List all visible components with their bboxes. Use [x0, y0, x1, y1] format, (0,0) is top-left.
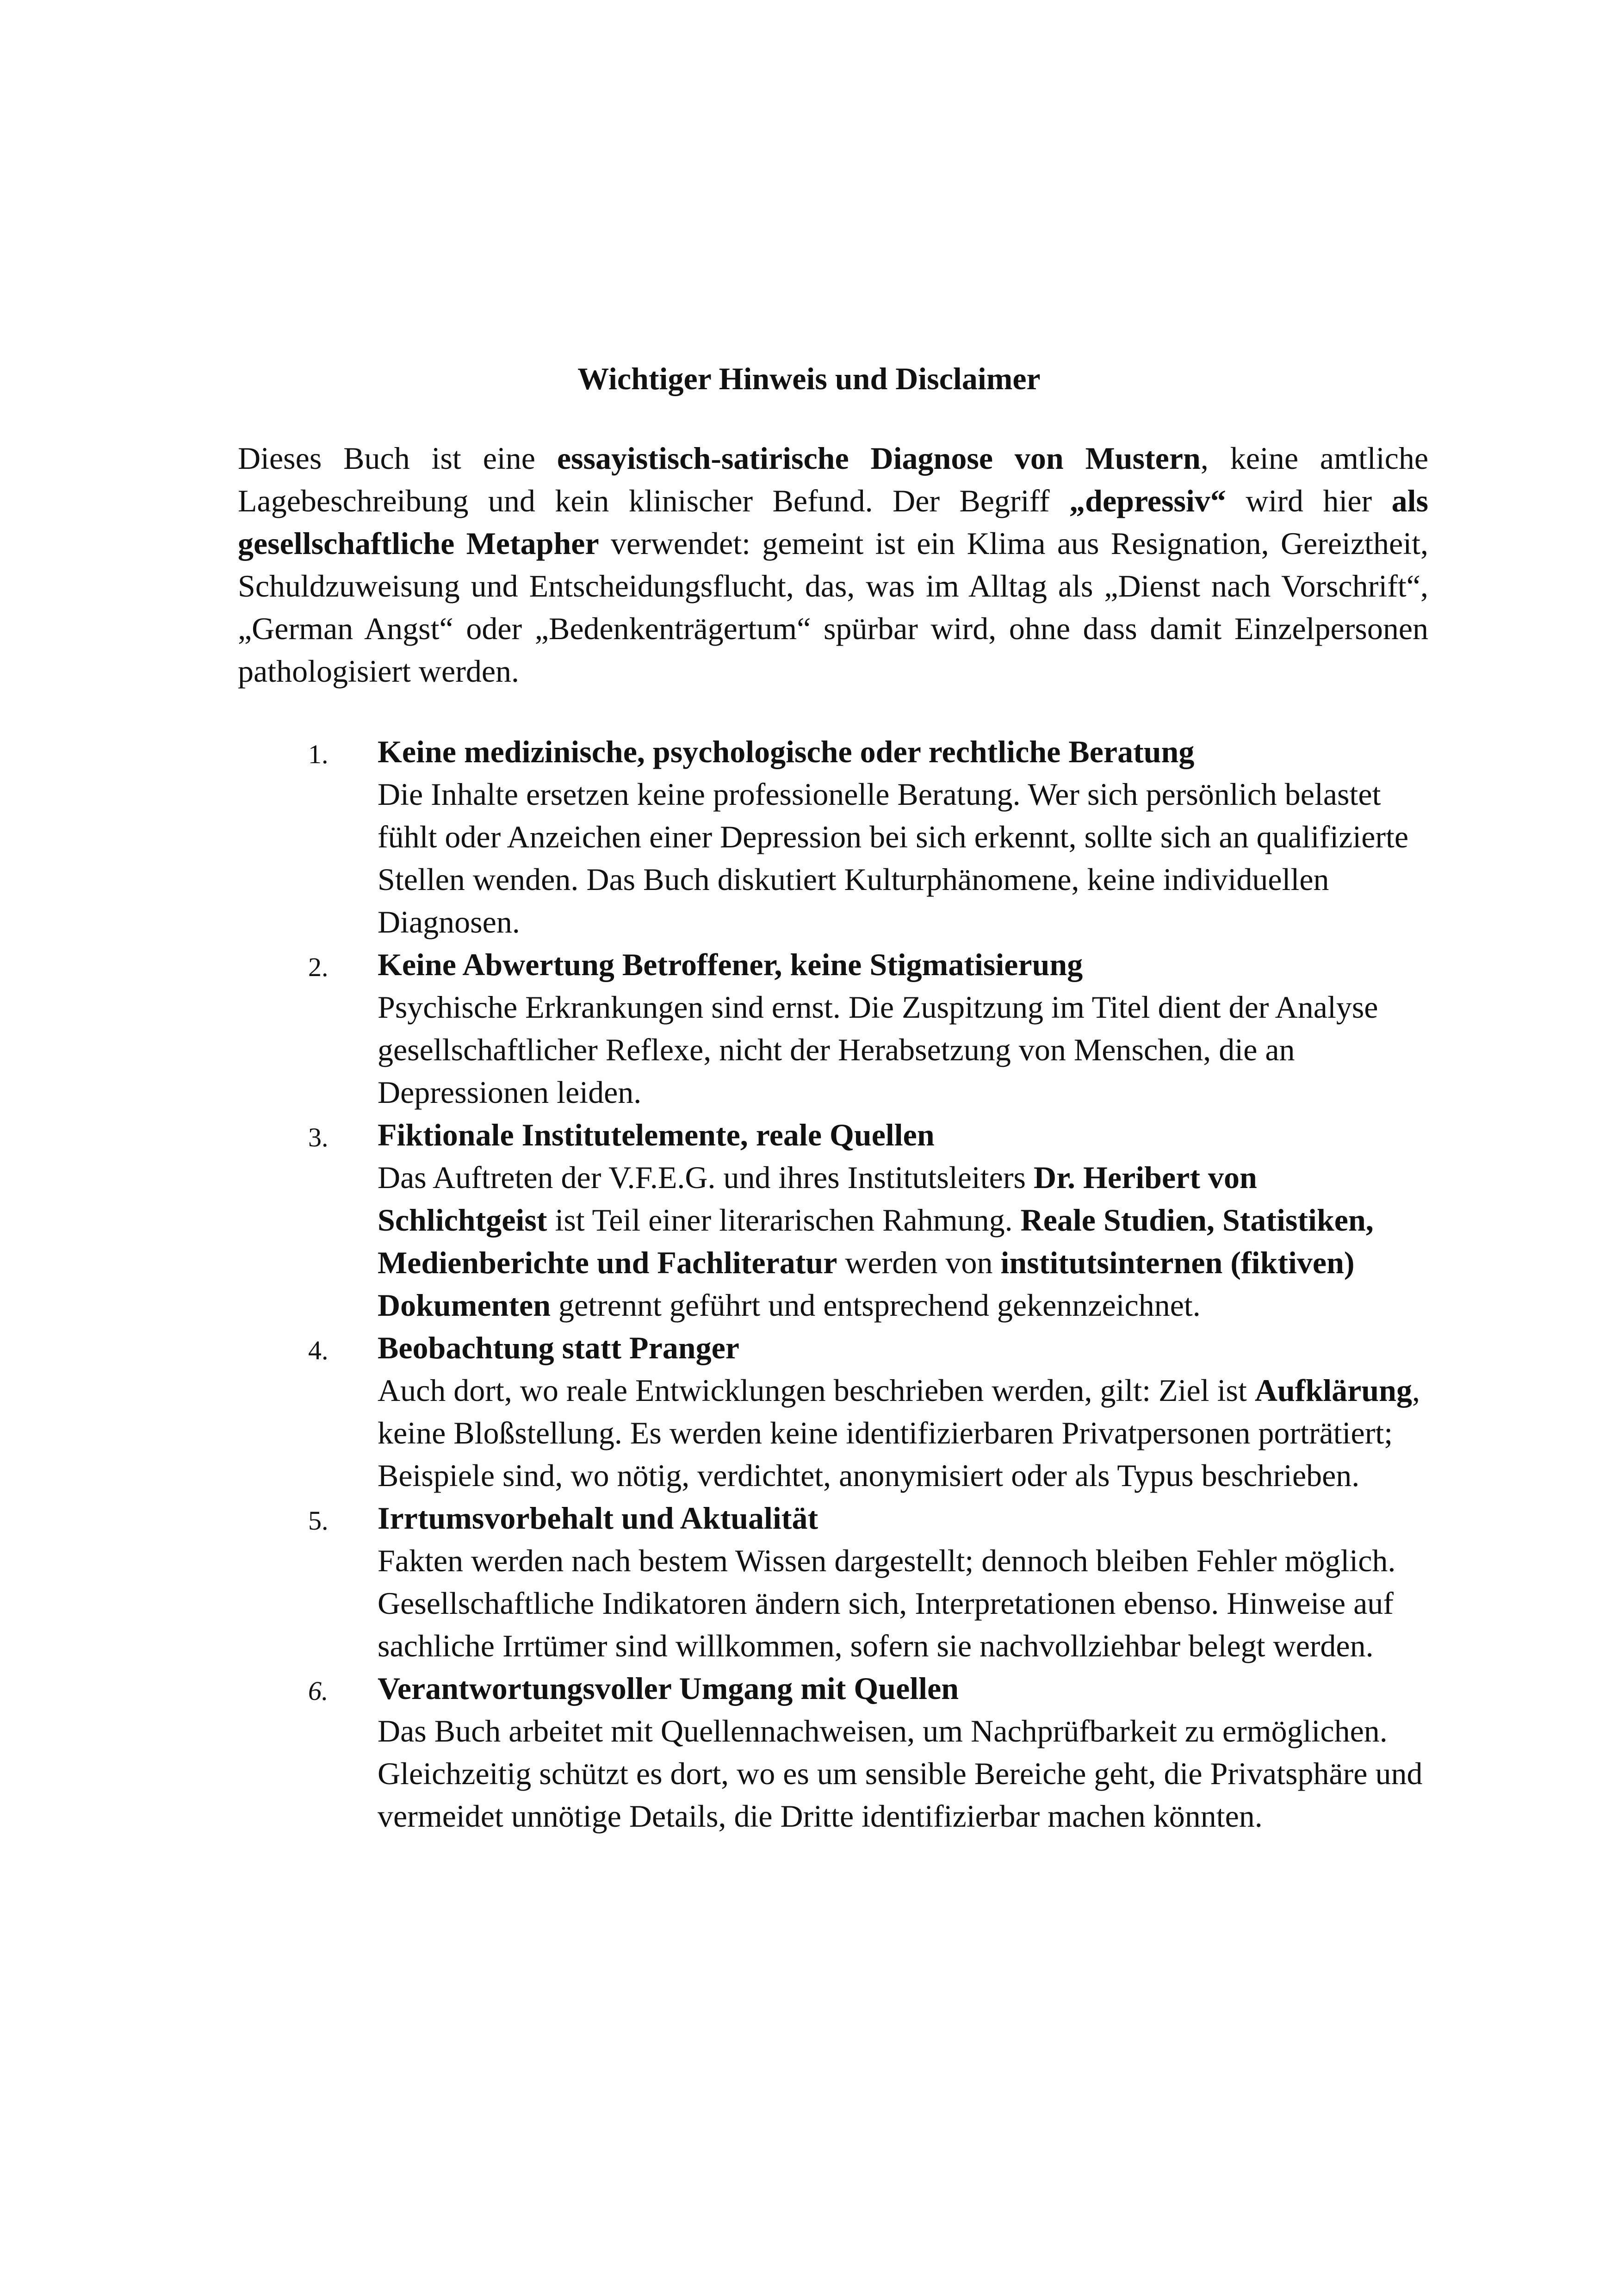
item-text-part: getrennt geführt und entsprechend gekennzeichnet.	[551, 1288, 1201, 1323]
item-heading: Fiktionale Institutelemente, reale Quellen	[378, 1117, 935, 1152]
item-text	[378, 1369, 1428, 1497]
intro-emphasis: „depressiv“	[1069, 483, 1226, 518]
page-title: Wichtiger Hinweis und Disclaimer	[577, 361, 1041, 396]
intro-text: Dieses Buch ist eine	[238, 441, 557, 476]
item-heading: Irrtumsvorbehalt und Aktualität	[378, 1500, 818, 1536]
item-text-part: werden von	[837, 1245, 1001, 1280]
list-item	[238, 1326, 1428, 1497]
item-emphasis: Dr. Heribert von Schlichtgeist	[378, 1160, 1257, 1238]
item-heading: Verantwortungsvoller Umgang mit Quellen	[378, 1671, 959, 1706]
item-text: Die Inhalte ersetzen keine professionelle Beratung. Wer sich persönlich belastet fühlt oder Anzeichen einer Depression bei sich erkennt, sollte sich an qualifizierte Stellen wenden. Das Buch diskutiert Kulturphänomene, keine individuellen Diagnosen.	[378, 777, 1409, 940]
item-number: 4.	[308, 1335, 329, 1365]
item-emphasis: Aufklärung	[1254, 1373, 1412, 1408]
list-item	[238, 730, 1428, 943]
item-text: Das Buch arbeitet mit Quellennachweisen, um Nachprüfbarkeit zu ermöglichen. Gleichzeitig schützt es dort, wo es um sensible Bereiche geht, die Privatsphäre und vermeidet unnötige Details, die Dritte identifizierbar machen könnten.	[378, 1713, 1423, 1834]
item-number: 3.	[308, 1122, 329, 1152]
item-heading: Keine Abwertung Betroffener, keine Stigmatisierung	[378, 947, 1083, 982]
item-emphasis: Reale Studien, Statistiken, Medienberichte und Fachliteratur	[378, 1202, 1374, 1280]
intro-text: , keine amtliche Lagebeschreibung und kein klinischer Befund. Der Begriff	[238, 441, 1428, 518]
item-text-part: , keine Bloßstellung. Es werden keine identifizierbaren Privatpersonen porträtiert; Beispiele sind, wo nötig, verdichtet, anonymisiert oder als Typus beschrieben.	[378, 1373, 1420, 1493]
list-item	[238, 1114, 1428, 1326]
item-text-part: Auch dort, wo reale Entwicklungen beschrieben werden, gilt: Ziel ist	[378, 1373, 1255, 1408]
intro-emphasis: als gesellschaftliche Metapher	[238, 483, 1428, 561]
item-text: Fakten werden nach bestem Wissen dargestellt; dennoch bleiben Fehler möglich. Gesellschaftliche Indikatoren ändern sich, Interpretationen ebenso. Hinweise auf sachliche Irrtümer sind willkommen, sofern sie nachvollziehbar belegt werden.	[378, 1543, 1396, 1663]
item-heading: Keine medizinische, psychologische oder rechtliche Beratung	[378, 734, 1195, 769]
item-text: Psychische Erkrankungen sind ernst. Die Zuspitzung im Titel dient der Analyse gesellschaftlicher Reflexe, nicht der Herabsetzung von Menschen, die an Depressionen leiden.	[378, 989, 1378, 1110]
item-number: 1.	[308, 739, 329, 769]
item-text-part: Das Auftreten der V.F.E.G. und ihres Institutsleiters	[378, 1160, 1034, 1195]
item-heading: Beobachtung statt Pranger	[378, 1330, 739, 1365]
item-number: 2.	[308, 952, 329, 982]
item-number: 5.	[308, 1506, 329, 1536]
list-item	[238, 1497, 1428, 1667]
list-item	[238, 1667, 1428, 1837]
list-item	[238, 943, 1428, 1114]
intro-paragraph	[238, 437, 1428, 692]
item-text	[378, 1156, 1428, 1326]
disclaimer-list	[238, 730, 1428, 1837]
item-number: 6.	[308, 1676, 329, 1706]
item-text-part: ist Teil einer literarischen Rahmung.	[547, 1202, 1021, 1238]
item-emphasis: institutsinternen (fiktiven) Dokumenten	[378, 1245, 1355, 1323]
intro-emphasis: essayistisch-satirische Diagnose von Mustern	[557, 441, 1201, 476]
intro-text: wird hier	[1226, 483, 1392, 518]
intro-text: verwendet: gemeint ist ein Klima aus Resignation, Gereiztheit, Schuldzuweisung und Entscheidungsflucht, das, was im Alltag als „Dienst nach Vorschrift“, „German Angst“ oder „Bedenkenträgertum“ spürbar wird, ohne dass damit Einzelpersonen pathologisiert werden.	[238, 526, 1428, 689]
